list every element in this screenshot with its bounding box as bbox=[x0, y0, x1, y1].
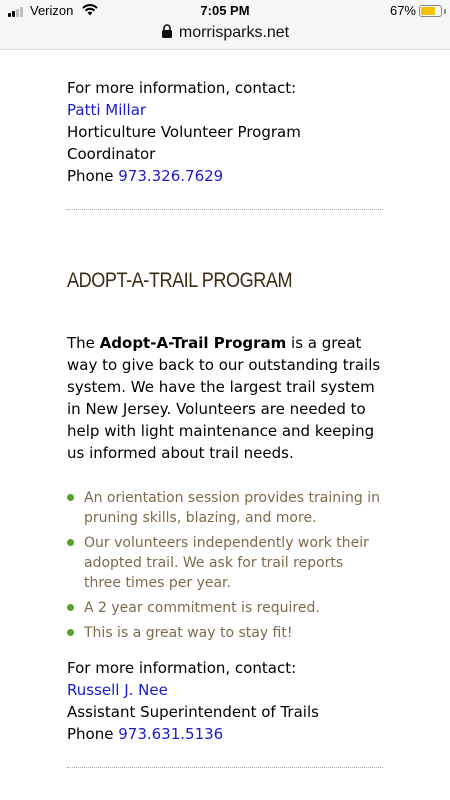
browser-chrome bbox=[0, 0, 450, 50]
list-item: An orientation session provides training in pruning skills, blazing, and more. bbox=[67, 488, 383, 528]
contact-intro: For more information, contact: bbox=[67, 659, 297, 677]
lock-icon bbox=[161, 24, 173, 38]
intro-body: is a great way to give back to our outstanding trails system. We have the largest trail system in New Jersey. Volunteers are needed to help with light maintenance and keeping us informed about trail needs. bbox=[67, 334, 381, 462]
program-name: Adopt-A-Trail Program bbox=[99, 334, 287, 352]
section-divider bbox=[67, 209, 383, 210]
status-bar bbox=[0, 0, 450, 22]
bullet-dot-icon bbox=[67, 629, 74, 636]
section-heading: ADOPT-A-TRAIL PROGRAM bbox=[67, 269, 293, 292]
contact-block-horticulture bbox=[67, 77, 383, 187]
page-content bbox=[67, 50, 383, 768]
phone-label: Phone bbox=[67, 167, 119, 185]
clock: 7:05 PM bbox=[200, 3, 250, 18]
list-item: A 2 year commitment is required. bbox=[67, 598, 383, 618]
bullet-dot-icon bbox=[67, 604, 74, 611]
contact-phone-line bbox=[67, 165, 383, 187]
contact-title: Horticulture Volunteer Program bbox=[67, 123, 301, 141]
bullet-dot-icon bbox=[67, 494, 74, 501]
battery-icon bbox=[419, 5, 442, 17]
bullet-list bbox=[67, 488, 383, 643]
battery-nub bbox=[444, 9, 446, 14]
address-bar[interactable] bbox=[0, 22, 450, 42]
contact-phone-line bbox=[67, 723, 383, 745]
battery-fill bbox=[421, 7, 435, 15]
list-item: Our volunteers independently work their adopted trail. We ask for trail reports three times per year. bbox=[67, 533, 383, 593]
battery-percent: 67% bbox=[389, 3, 416, 18]
list-item: This is a great way to stay fit! bbox=[67, 623, 383, 643]
contact-name-link[interactable]: Patti Millar bbox=[67, 101, 147, 119]
bullet-dot-icon bbox=[67, 539, 74, 546]
phone-label: Phone bbox=[67, 725, 119, 743]
intro-lead: The bbox=[67, 334, 100, 352]
carrier-name: Verizon bbox=[30, 3, 74, 18]
contact-block-trails bbox=[67, 657, 383, 745]
phone-link[interactable]: 973.631.5136 bbox=[118, 725, 224, 743]
section-divider bbox=[67, 767, 383, 768]
contact-title-cont: Coordinator bbox=[67, 145, 156, 163]
contact-intro: For more information, contact: bbox=[67, 79, 297, 97]
program-intro bbox=[67, 332, 383, 464]
contact-name-link[interactable]: Russell J. Nee bbox=[67, 681, 168, 699]
phone-link[interactable]: 973.326.7629 bbox=[118, 167, 224, 185]
url-text[interactable]: morrisparks.net bbox=[178, 24, 290, 41]
contact-title: Assistant Superintendent of Trails bbox=[67, 703, 319, 721]
